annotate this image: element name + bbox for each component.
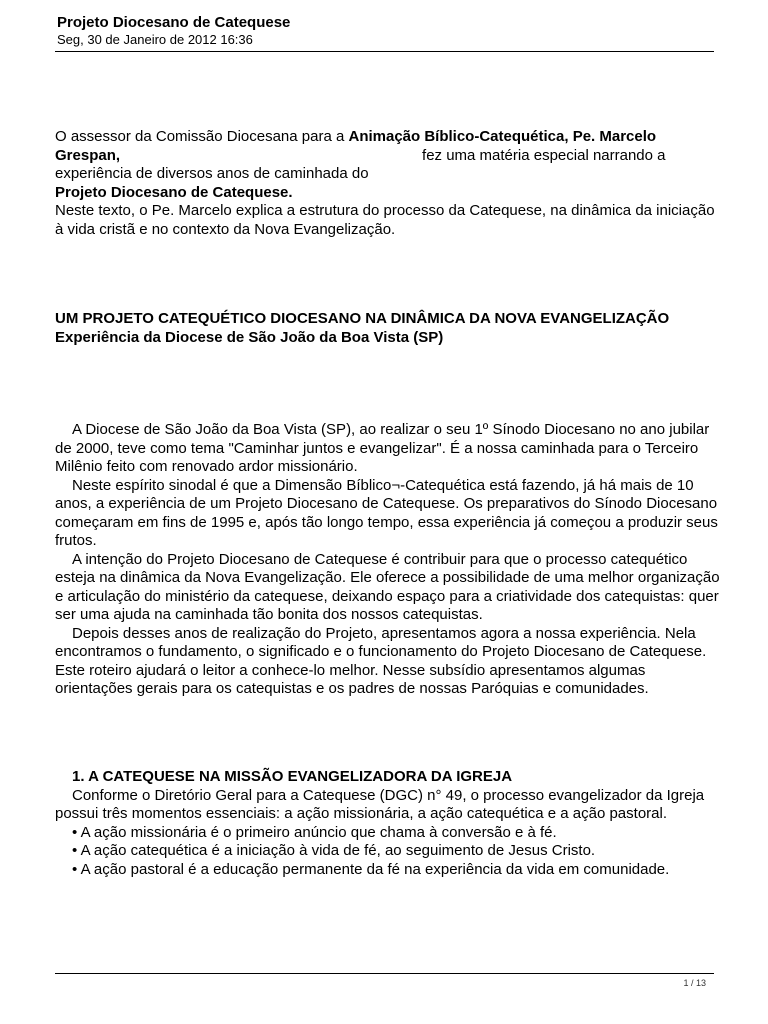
bullet-item: • A ação pastoral é a educação permanente da fé na experiência da vida em comunidade. (72, 860, 670, 878)
footer-divider (55, 973, 714, 974)
body-paragraph: A Diocese de São João da Boa Vista (SP), ao realizar o seu 1º Sínodo Diocesano no ano jubilar de 2000, teve como tema "Caminhar juntos e evangelizar". É a nossa caminhada para o Terceiro Milênio feito com renovado ardor missionário. (55, 421, 710, 475)
intro-line-2 (55, 147, 720, 166)
article-heading (55, 310, 720, 347)
intro-author-name: Grespan, (55, 146, 121, 164)
heading-line-2: Experiência da Diocese de São João da Boa Vista (SP) (55, 328, 444, 346)
bullet-item: • A ação catequética é a iniciação à vida de fé, ao seguimento de Jesus Cristo. (72, 842, 596, 859)
intro-paragraph (55, 128, 720, 239)
section-title: 1. A CATEQUESE NA MISSÃO EVANGELIZADORA DA IGREJA (72, 768, 513, 785)
intro-project-name: Projeto Diocesano de Catequese. (55, 183, 293, 201)
section-1 (55, 768, 720, 879)
page-number: 1 / 13 (683, 978, 706, 988)
intro-line-1 (55, 128, 720, 147)
document-date: Seg, 30 de Janeiro de 2012 16:36 (57, 32, 253, 47)
document-header (57, 14, 713, 48)
body-paragraph: Depois desses anos de realização do Projeto, apresentamos agora a nossa experiência. Nela encontramos o fundamento, o significado e o funcionamento do Projeto Diocesano de Catequese. Este roteiro ajudará o leitor a conhece-lo melhor. Nesse subsídio apresentamos algumas orientações gerais para os catequistas e os padres de nossas Paróquias e comunidades. (55, 624, 707, 697)
body-paragraph: Neste espírito sinodal é que a Dimensão Bíblico¬-Catequética está fazendo, já há mais de 10 anos, a experiência de um Projeto Diocesano de Catequese. Os preparativos do Sínodo Diocesano começaram em fins de 1995 e, após tão longo tempo, essa experiência já começou a produzir seus frutos. (55, 476, 718, 549)
section-paragraph: Conforme o Diretório Geral para a Catequese (DGC) n° 49, o processo evangelizador da Igreja possui três momentos essenciais: a ação missionária, a ação catequética e a ação pastoral. (55, 786, 705, 822)
heading-line-1: UM PROJETO CATEQUÉTICO DIOCESANO NA DINÂMICA DA NOVA EVANGELIZAÇÃO (55, 310, 670, 327)
intro-line-5: Neste texto, o Pe. Marcelo explica a estrutura do processo da Catequese, na dinâmica da iniciação à vida cristã e no contexto da Nova Evangelização. (55, 202, 715, 238)
document-title: Projeto Diocesano de Catequese (57, 14, 291, 31)
body-paragraph: A intenção do Projeto Diocesano de Catequese é contribuir para que o processo catequético esteja na dinâmica da Nova Evangelização. Ele oferece a possibilidade de uma melhor organização e articulação do ministério da catequese, deixando espaço para a criatividade dos catequistas: quer ser uma ajuda na caminhada tão bonita dos nossos catequistas. (55, 550, 720, 623)
intro-text: fez uma matéria especial narrando a (422, 146, 666, 164)
intro-text: O assessor da Comissão Diocesana para a (55, 128, 349, 145)
header-divider (55, 51, 714, 52)
intro-bold-title: Animação Bíblico-Catequética, Pe. Marcelo (348, 128, 657, 145)
bullet-item: • A ação missionária é o primeiro anúncio que chama à conversão e à fé. (72, 823, 557, 841)
intro-line-3: experiência de diversos anos de caminhada do (55, 165, 369, 182)
article-body (55, 421, 720, 699)
